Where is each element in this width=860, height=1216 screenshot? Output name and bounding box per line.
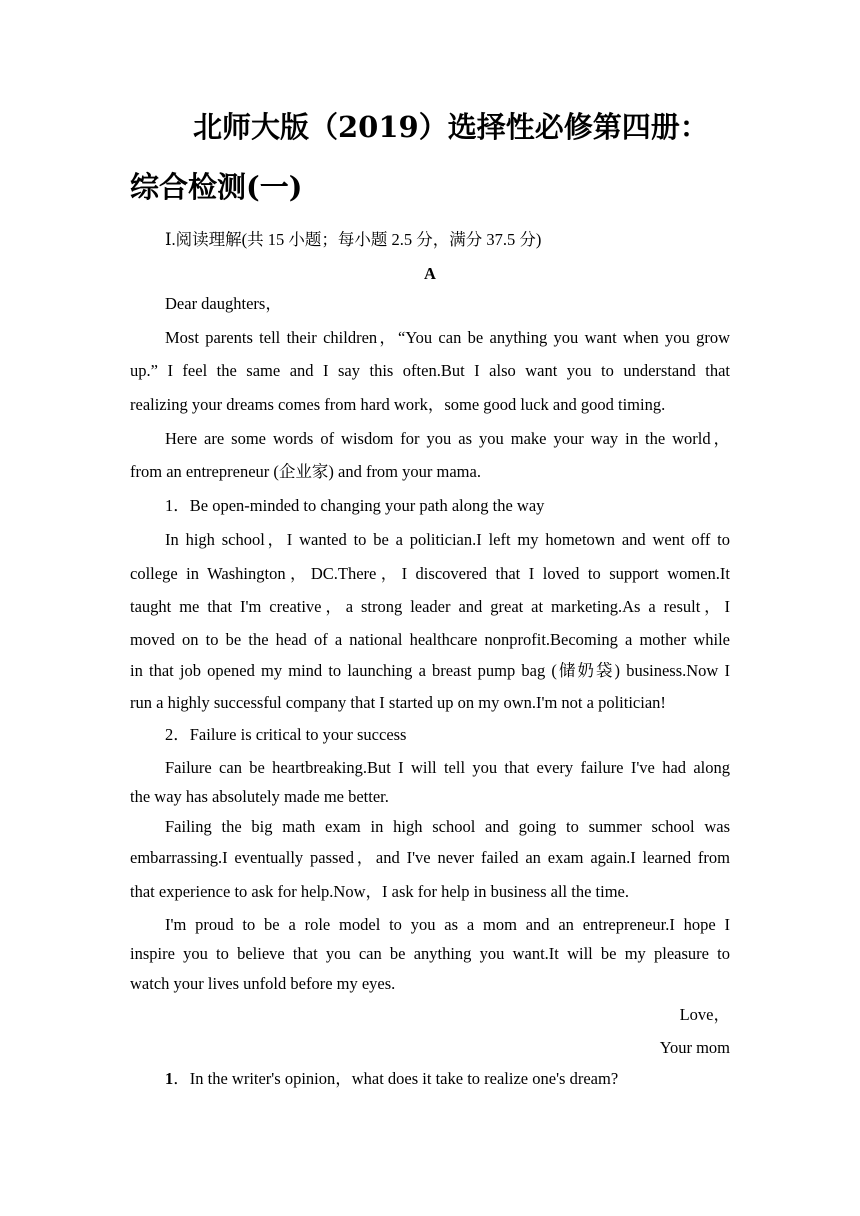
paragraph-line: college in Washington，DC.There，I discovered that I loved to support women.It [130,564,730,583]
paragraph-line: moved on to be the head of a national healthcare nonprofit.Becoming a mother while [130,630,730,649]
document-title-line-1: 北师大版（2019）选择性必修第四册： [193,110,709,144]
paragraph-line: the way has absolutely made me better. [130,787,389,806]
paragraph-line: inspire you to believe that you can be anything you want.It will be my pleasure to [130,944,730,963]
letter-signature: Your mom [659,1038,730,1057]
point-heading: 1．Be open-minded to changing your path along the way [165,496,545,515]
section-heading: Ⅰ.阅读理解(共 15 小题；每小题 2.5 分，满分 37.5 分) [165,230,542,249]
paragraph-line: in that job opened my mind to launching a breast pump bag (储奶袋) business.Now I [130,661,730,680]
paragraph-line: In high school，I wanted to be a politician.I left my hometown and went off to [165,530,730,549]
point-heading: 2．Failure is critical to your success [165,725,407,744]
salutation: Dear daughters， [165,294,282,313]
paragraph-line: realizing your dreams comes from hard work，some good luck and good timing. [130,395,666,414]
document-title-line-2: 综合检测(一) [130,170,303,204]
paragraph-line: that experience to ask for help.Now，I ask for help in business all the time. [130,882,629,901]
question-text: ．In the writer's opinion，what does it take to realize one's dream? [173,1069,619,1088]
letter-closing: Love， [679,1005,730,1024]
passage-label: A [424,264,436,283]
paragraph-line: from an entrepreneur (企业家) and from your mama. [130,462,481,481]
paragraph-line: Most parents tell their children，“You can be anything you want when you grow [165,328,730,347]
question-1 [165,1069,730,1089]
paragraph-line: run a highly successful company that I started up on my own.I'm not a politician! [130,693,666,712]
paragraph-line: I'm proud to be a role model to you as a mom and an entrepreneur.I hope I [165,915,730,934]
paragraph-line: watch your lives unfold before my eyes. [130,974,396,993]
paragraph-line: up.” I feel the same and I say this often.But I also want you to understand that [130,361,730,380]
paragraph-line: Here are some words of wisdom for you as you make your way in the world， [165,429,730,448]
paragraph-line: Failure can be heartbreaking.But I will tell you that every failure I've had along [165,758,730,777]
question-number: 1 [165,1069,174,1088]
paragraph-line: Failing the big math exam in high school and going to summer school was [165,817,730,836]
paragraph-line: embarrassing.I eventually passed，and I've never failed an exam again.I learned from [130,848,730,867]
paragraph-line: taught me that I'm creative，a strong leader and great at marketing.As a result，I [130,597,730,616]
